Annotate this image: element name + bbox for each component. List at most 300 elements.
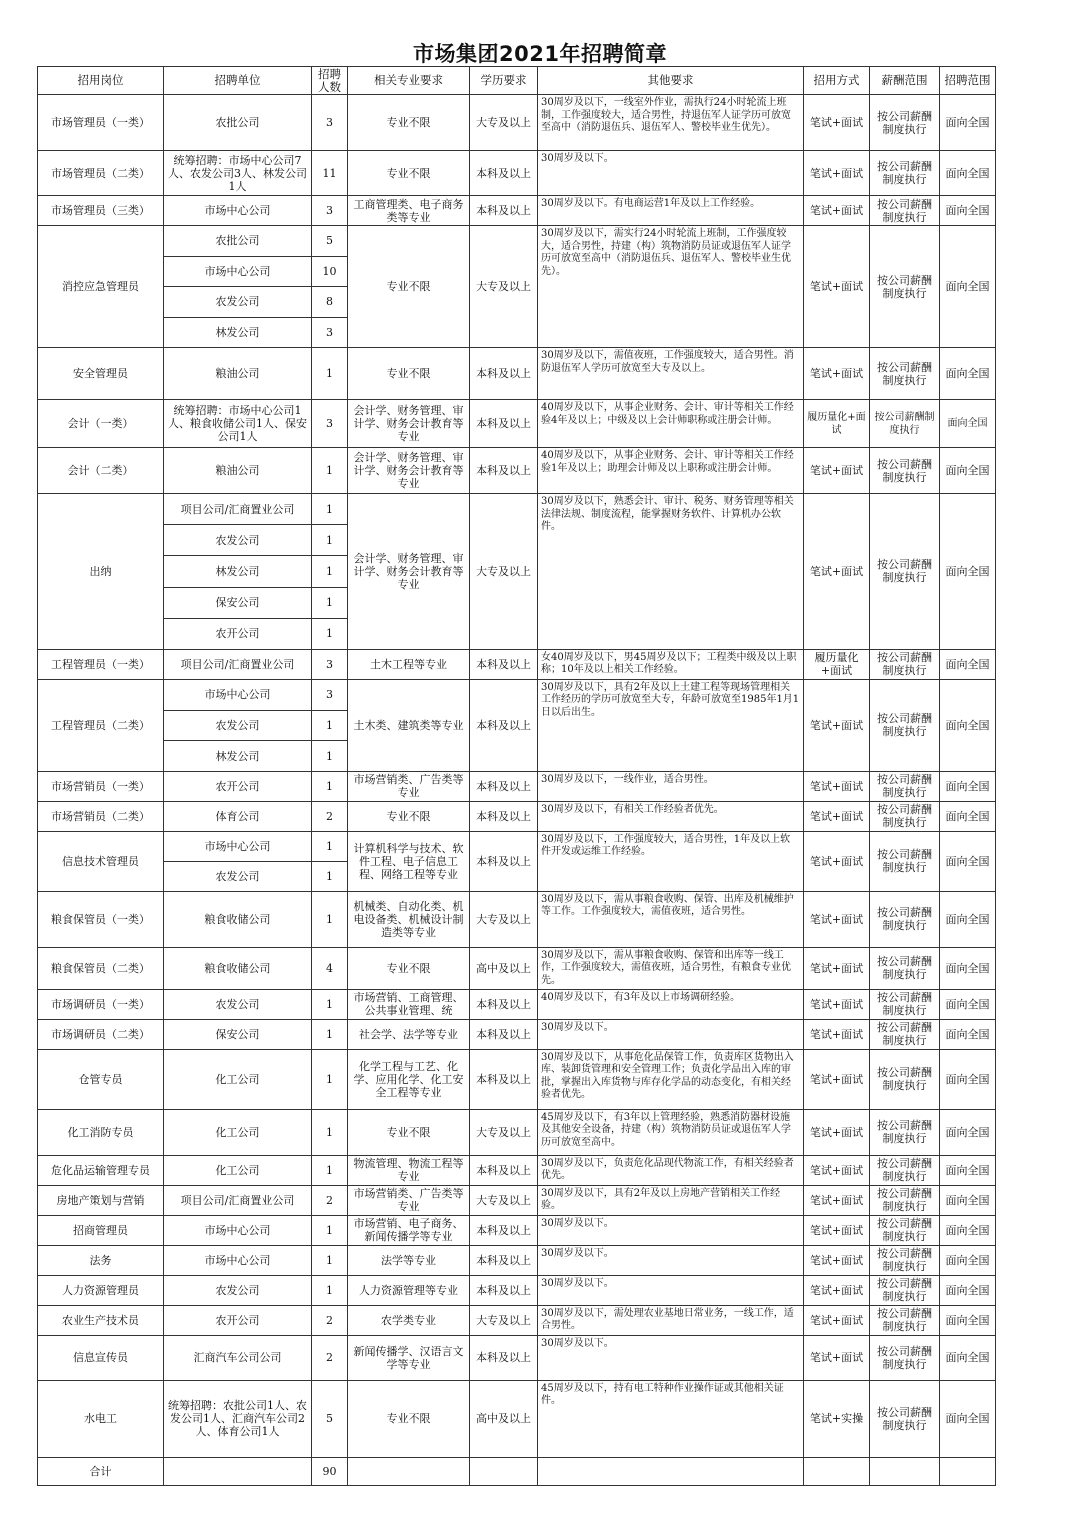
count-cell: 3	[312, 95, 348, 151]
count-cell: 2	[312, 1185, 348, 1215]
major-cell: 农学类专业	[348, 1305, 470, 1335]
page-title: 市场集团2021年招聘简章	[413, 42, 667, 66]
count-cell: 1	[312, 861, 348, 891]
unit-cell: 粮食收储公司	[164, 947, 312, 989]
scope-cell: 面向全国	[940, 448, 996, 494]
post-cell: 工程管理员（二类）	[38, 679, 164, 771]
major-cell: 会计学、财务管理、审计学、财务会计教育等专业	[348, 448, 470, 494]
other-requirements-cell: 30周岁及以下，一线作业，适合男性。	[538, 771, 804, 801]
other-requirements-cell: 女40周岁及以下，男45周岁及以下；工程类中级及以上职称；10年及以上相关工作经验。	[538, 649, 804, 679]
salary-cell: 按公司薪酬制度执行	[870, 831, 940, 891]
unit-cell: 市场中心公司	[164, 196, 312, 226]
salary-cell: 按公司薪酬制度执行	[870, 95, 940, 151]
method-cell: 笔试+面试	[804, 771, 870, 801]
salary-cell: 按公司薪酬制度执行	[870, 1215, 940, 1245]
post-cell: 安全管理员	[38, 348, 164, 400]
unit-cell: 农批公司	[164, 226, 312, 257]
other-requirements-cell: 30周岁及以下。	[538, 1245, 804, 1275]
scope-cell: 面向全国	[940, 679, 996, 771]
count-cell: 1	[312, 494, 348, 525]
unit-cell: 粮油公司	[164, 348, 312, 400]
scope-cell: 面向全国	[940, 1049, 996, 1109]
scope-cell: 面向全国	[940, 1155, 996, 1185]
scope-cell: 面向全国	[940, 494, 996, 650]
scope-cell: 面向全国	[940, 649, 996, 679]
education-cell: 大专及以上	[470, 891, 538, 947]
post-cell: 仓管专员	[38, 1049, 164, 1109]
count-cell: 3	[312, 196, 348, 226]
count-cell: 5	[312, 1380, 348, 1457]
table-row	[38, 831, 996, 861]
unit-cell: 化工公司	[164, 1049, 312, 1109]
education-cell: 本科及以上	[470, 151, 538, 196]
unit-cell: 林发公司	[164, 556, 312, 587]
scope-cell: 面向全国	[940, 1019, 996, 1049]
table-row	[38, 1049, 996, 1109]
count-cell: 1	[312, 618, 348, 649]
other-requirements-cell: 30周岁及以下，需处理农业基地日常业务，一线工作，适合男性。	[538, 1305, 804, 1335]
post-cell: 农业生产技术员	[38, 1305, 164, 1335]
method-cell: 笔试+面试	[804, 1185, 870, 1215]
table-row	[38, 947, 996, 989]
unit-cell: 农批公司	[164, 95, 312, 151]
other-requirements-cell: 30周岁及以下。	[538, 1215, 804, 1245]
table-row	[38, 95, 996, 151]
header-major: 相关专业要求	[348, 67, 470, 95]
unit-cell: 农发公司	[164, 989, 312, 1019]
unit-cell: 农开公司	[164, 618, 312, 649]
method-cell: 笔试+面试	[804, 1305, 870, 1335]
method-cell: 笔试+面试	[804, 831, 870, 891]
count-cell: 4	[312, 947, 348, 989]
table-row	[38, 1185, 996, 1215]
unit-cell: 体育公司	[164, 801, 312, 831]
method-cell: 笔试+面试	[804, 348, 870, 400]
post-cell: 出纳	[38, 494, 164, 650]
method-cell: 笔试+面试	[804, 226, 870, 348]
method-cell: 笔试+实操	[804, 1380, 870, 1457]
salary-cell: 按公司薪酬制度执行	[870, 1109, 940, 1155]
education-cell: 大专及以上	[470, 95, 538, 151]
major-cell: 专业不限	[348, 95, 470, 151]
total-label: 合计	[38, 1457, 164, 1485]
education-cell: 本科及以上	[470, 831, 538, 891]
count-cell: 1	[312, 448, 348, 494]
count-cell: 1	[312, 348, 348, 400]
post-cell: 市场营销员（二类）	[38, 801, 164, 831]
unit-cell: 农发公司	[164, 861, 312, 891]
major-cell: 物流管理、物流工程等专业	[348, 1155, 470, 1185]
method-cell: 笔试+面试	[804, 989, 870, 1019]
other-requirements-cell: 30周岁及以下，熟悉会计、审计、税务、财务管理等相关法律法规、制度流程，能掌握财务软件、计算机办公软件。	[538, 494, 804, 650]
table-row	[38, 1155, 996, 1185]
education-cell: 本科及以上	[470, 1155, 538, 1185]
post-cell: 危化品运输管理专员	[38, 1155, 164, 1185]
education-cell: 本科及以上	[470, 649, 538, 679]
count-cell: 5	[312, 226, 348, 257]
other-requirements-cell: 30周岁及以下，从事危化品保管工作，负责库区货物出入库、装卸货管理和安全管理工作；负责化学品出入库的审批，掌握出入库货物与库存化学品的动态变化，有相关经验者优先。	[538, 1049, 804, 1109]
salary-cell: 按公司薪酬制度执行	[870, 1275, 940, 1305]
major-cell: 专业不限	[348, 226, 470, 348]
other-requirements-cell: 30周岁及以下，负责危化品现代物流工作，有相关经验者优先。	[538, 1155, 804, 1185]
major-cell: 专业不限	[348, 151, 470, 196]
unit-cell: 保安公司	[164, 587, 312, 618]
total-empty	[870, 1457, 940, 1485]
header-post: 招用岗位	[38, 67, 164, 95]
table-row	[38, 151, 996, 196]
unit-cell: 市场中心公司	[164, 1245, 312, 1275]
count-cell: 2	[312, 1305, 348, 1335]
post-cell: 会计（二类）	[38, 448, 164, 494]
unit-cell: 统筹招聘：市场中心公司7人、农发公司3人、林发公司1人	[164, 151, 312, 196]
salary-cell: 按公司薪酬制度执行	[870, 196, 940, 226]
method-cell: 笔试+面试	[804, 679, 870, 771]
other-requirements-cell: 40周岁及以下，从事企业财务、会计、审计等相关工作经验1年及以上；助理会计师及以上职称或注册会计师。	[538, 448, 804, 494]
count-cell: 3	[312, 317, 348, 348]
post-cell: 市场管理员（二类）	[38, 151, 164, 196]
unit-cell: 市场中心公司	[164, 679, 312, 710]
major-cell: 人力资源管理等专业	[348, 1275, 470, 1305]
education-cell: 本科及以上	[470, 448, 538, 494]
method-cell: 笔试+面试	[804, 947, 870, 989]
post-cell: 人力资源管理员	[38, 1275, 164, 1305]
education-cell: 大专及以上	[470, 226, 538, 348]
total-row	[38, 1457, 996, 1485]
major-cell: 市场营销类、广告类等专业	[348, 771, 470, 801]
other-requirements-cell: 30周岁及以下。	[538, 151, 804, 196]
table-row	[38, 348, 996, 400]
unit-cell: 项目公司/汇商置业公司	[164, 1185, 312, 1215]
table-row	[38, 1245, 996, 1275]
header-method: 招用方式	[804, 67, 870, 95]
header-row	[38, 67, 996, 95]
unit-cell: 化工公司	[164, 1109, 312, 1155]
other-requirements-cell: 30周岁及以下。有电商运营1年及以上工作经验。	[538, 196, 804, 226]
count-cell: 1	[312, 1155, 348, 1185]
count-cell: 8	[312, 287, 348, 318]
unit-cell: 汇商汽车公司公司	[164, 1335, 312, 1380]
unit-cell: 市场中心公司	[164, 1215, 312, 1245]
major-cell: 专业不限	[348, 947, 470, 989]
method-cell: 笔试+面试	[804, 801, 870, 831]
other-requirements-cell: 40周岁及以下，从事企业财务、会计、审计等相关工作经验4年及以上；中级及以上会计师职称或注册会计师。	[538, 400, 804, 448]
major-cell: 新闻传播学、汉语言文学等专业	[348, 1335, 470, 1380]
count-cell: 1	[312, 771, 348, 801]
education-cell: 大专及以上	[470, 1305, 538, 1335]
unit-cell: 项目公司/汇商置业公司	[164, 649, 312, 679]
other-requirements-cell: 45周岁及以下，有3年以上管理经验，熟悉消防器材设施及其他安全设备，持建（构）筑物消防员证或退伍军人学历可放宽至高中。	[538, 1109, 804, 1155]
scope-cell: 面向全国	[940, 1335, 996, 1380]
education-cell: 本科及以上	[470, 1049, 538, 1109]
count-cell: 1	[312, 741, 348, 772]
unit-cell: 市场中心公司	[164, 256, 312, 287]
table-row	[38, 1215, 996, 1245]
major-cell: 土木类、建筑类等专业	[348, 679, 470, 771]
scope-cell: 面向全国	[940, 1275, 996, 1305]
count-cell: 11	[312, 151, 348, 196]
scope-cell: 面向全国	[940, 1185, 996, 1215]
education-cell: 本科及以上	[470, 1275, 538, 1305]
other-requirements-cell: 30周岁及以下，具有2年及以上房地产营销相关工作经验。	[538, 1185, 804, 1215]
method-cell: 笔试+面试	[804, 1275, 870, 1305]
unit-cell: 化工公司	[164, 1155, 312, 1185]
unit-cell: 保安公司	[164, 1019, 312, 1049]
unit-cell: 林发公司	[164, 317, 312, 348]
post-cell: 消控应急管理员	[38, 226, 164, 348]
table-row	[38, 679, 996, 710]
education-cell: 大专及以上	[470, 494, 538, 650]
salary-cell: 按公司薪酬制度执行	[870, 1019, 940, 1049]
scope-cell: 面向全国	[940, 947, 996, 989]
education-cell: 本科及以上	[470, 1215, 538, 1245]
count-cell: 1	[312, 989, 348, 1019]
salary-cell: 按公司薪酬制度执行	[870, 989, 940, 1019]
education-cell: 本科及以上	[470, 1335, 538, 1380]
scope-cell: 面向全国	[940, 151, 996, 196]
unit-cell: 林发公司	[164, 741, 312, 772]
scope-cell: 面向全国	[940, 226, 996, 348]
table-row	[38, 1380, 996, 1457]
method-cell: 笔试+面试	[804, 1155, 870, 1185]
count-cell: 1	[312, 710, 348, 741]
salary-cell: 按公司薪酬制度执行	[870, 151, 940, 196]
scope-cell: 面向全国	[940, 891, 996, 947]
education-cell: 本科及以上	[470, 989, 538, 1019]
count-cell: 1	[312, 587, 348, 618]
table-row	[38, 1275, 996, 1305]
count-cell: 1	[312, 831, 348, 861]
recruitment-table	[37, 66, 996, 1486]
unit-cell: 市场中心公司	[164, 831, 312, 861]
scope-cell: 面向全国	[940, 771, 996, 801]
salary-cell: 按公司薪酬制度执行	[870, 1155, 940, 1185]
education-cell: 本科及以上	[470, 801, 538, 831]
major-cell: 社会学、法学等专业	[348, 1019, 470, 1049]
education-cell: 本科及以上	[470, 679, 538, 771]
salary-cell: 按公司薪酬制度执行	[870, 771, 940, 801]
salary-cell: 按公司薪酬制度执行	[870, 494, 940, 650]
table-row	[38, 801, 996, 831]
education-cell: 本科及以上	[470, 1019, 538, 1049]
post-cell: 法务	[38, 1245, 164, 1275]
other-requirements-cell: 30周岁及以下，需从事粮食收购、保管和出库等一线工作，工作强度较大，需值夜班，适合男性，有粮食专业优先。	[538, 947, 804, 989]
header-count: 招聘人数	[312, 67, 348, 95]
method-cell: 笔试+面试	[804, 1335, 870, 1380]
unit-cell: 农开公司	[164, 771, 312, 801]
table-row	[38, 1109, 996, 1155]
unit-cell: 项目公司/汇商置业公司	[164, 494, 312, 525]
major-cell: 专业不限	[348, 1109, 470, 1155]
total-empty	[470, 1457, 538, 1485]
post-cell: 水电工	[38, 1380, 164, 1457]
count-cell: 1	[312, 1275, 348, 1305]
header-unit: 招聘单位	[164, 67, 312, 95]
other-requirements-cell: 40周岁及以下，有3年及以上市场调研经验。	[538, 989, 804, 1019]
salary-cell: 按公司薪酬制度执行	[870, 1335, 940, 1380]
method-cell: 笔试+面试	[804, 891, 870, 947]
major-cell: 市场营销、电子商务、新闻传播学等专业	[348, 1215, 470, 1245]
table-row	[38, 1305, 996, 1335]
salary-cell: 按公司薪酬制度执行	[870, 400, 940, 448]
count-cell: 10	[312, 256, 348, 287]
total-empty	[348, 1457, 470, 1485]
education-cell: 高中及以上	[470, 947, 538, 989]
unit-cell: 粮食收储公司	[164, 891, 312, 947]
major-cell: 专业不限	[348, 348, 470, 400]
other-requirements-cell: 30周岁及以下，有相关工作经验者优先。	[538, 801, 804, 831]
method-cell: 笔试+面试	[804, 1109, 870, 1155]
post-cell: 化工消防专员	[38, 1109, 164, 1155]
unit-cell: 农开公司	[164, 1305, 312, 1335]
total-count: 90	[312, 1457, 348, 1485]
unit-cell: 统筹招聘：农批公司1人、农发公司1人、汇商汽车公司2人、体育公司1人	[164, 1380, 312, 1457]
scope-cell: 面向全国	[940, 1215, 996, 1245]
header-education: 学历要求	[470, 67, 538, 95]
method-cell: 笔试+面试	[804, 95, 870, 151]
education-cell: 大专及以上	[470, 1109, 538, 1155]
salary-cell: 按公司薪酬制度执行	[870, 679, 940, 771]
salary-cell: 按公司薪酬制度执行	[870, 891, 940, 947]
method-cell: 笔试+面试	[804, 494, 870, 650]
count-cell: 1	[312, 1245, 348, 1275]
scope-cell: 面向全国	[940, 95, 996, 151]
method-cell: 笔试+面试	[804, 1049, 870, 1109]
salary-cell: 按公司薪酬制度执行	[870, 947, 940, 989]
total-empty	[538, 1457, 804, 1485]
education-cell: 本科及以上	[470, 196, 538, 226]
post-cell: 粮食保管员（一类）	[38, 891, 164, 947]
scope-cell: 面向全国	[940, 348, 996, 400]
count-cell: 2	[312, 1335, 348, 1380]
other-requirements-cell: 45周岁及以下，持有电工特种作业操作证或其他相关证件。	[538, 1380, 804, 1457]
post-cell: 信息宣传员	[38, 1335, 164, 1380]
scope-cell: 面向全国	[940, 196, 996, 226]
other-requirements-cell: 30周岁及以下，需值夜班，工作强度较大，适合男性。消防退伍军人学历可放宽至大专及以上。	[538, 348, 804, 400]
major-cell: 会计学、财务管理、审计学、财务会计教育等专业	[348, 494, 470, 650]
salary-cell: 按公司薪酬制度执行	[870, 1185, 940, 1215]
unit-cell: 统筹招聘：市场中心公司1人、粮食收储公司1人、保安公司1人	[164, 400, 312, 448]
method-cell: 履历量化+面试	[804, 400, 870, 448]
header-scope: 招聘范围	[940, 67, 996, 95]
method-cell: 履历量化+面试	[804, 649, 870, 679]
salary-cell: 按公司薪酬制度执行	[870, 801, 940, 831]
post-cell: 工程管理员（一类）	[38, 649, 164, 679]
education-cell: 本科及以上	[470, 771, 538, 801]
other-requirements-cell: 30周岁及以下，需从事粮食收购、保管、出库及机械维护等工作。工作强度较大，需值夜班，适合男性。	[538, 891, 804, 947]
count-cell: 1	[312, 556, 348, 587]
major-cell: 专业不限	[348, 801, 470, 831]
major-cell: 工商管理类、电子商务类等专业	[348, 196, 470, 226]
post-cell: 市场管理员（一类）	[38, 95, 164, 151]
count-cell: 1	[312, 1049, 348, 1109]
other-requirements-cell: 30周岁及以下。	[538, 1335, 804, 1380]
post-cell: 市场调研员（二类）	[38, 1019, 164, 1049]
other-requirements-cell: 30周岁及以下，工作强度较大，适合男性，1年及以上软件开发或运维工作经验。	[538, 831, 804, 891]
scope-cell: 面向全国	[940, 801, 996, 831]
table-row	[38, 400, 996, 448]
unit-cell: 农发公司	[164, 710, 312, 741]
major-cell: 专业不限	[348, 1380, 470, 1457]
scope-cell: 面向全国	[940, 1245, 996, 1275]
scope-cell: 面向全国	[940, 1305, 996, 1335]
table-row	[38, 226, 996, 257]
other-requirements-cell: 30周岁及以下。	[538, 1275, 804, 1305]
header-other: 其他要求	[538, 67, 804, 95]
method-cell: 笔试+面试	[804, 1019, 870, 1049]
major-cell: 计算机科学与技术、软件工程、电子信息工程、网络工程等专业	[348, 831, 470, 891]
major-cell: 会计学、财务管理、审计学、财务会计教育等专业	[348, 400, 470, 448]
major-cell: 市场营销类、广告类等专业	[348, 1185, 470, 1215]
education-cell: 大专及以上	[470, 1185, 538, 1215]
scope-cell: 面向全国	[940, 1380, 996, 1457]
header-salary: 薪酬范围	[870, 67, 940, 95]
count-cell: 1	[312, 1109, 348, 1155]
count-cell: 3	[312, 400, 348, 448]
post-cell: 市场调研员（一类）	[38, 989, 164, 1019]
education-cell: 本科及以上	[470, 348, 538, 400]
unit-cell: 农发公司	[164, 1275, 312, 1305]
table-row	[38, 891, 996, 947]
scope-cell: 面向全国	[940, 989, 996, 1019]
post-cell: 粮食保管员（二类）	[38, 947, 164, 989]
education-cell: 本科及以上	[470, 400, 538, 448]
major-cell: 化学工程与工艺、化学、应用化学、化工安全工程等专业	[348, 1049, 470, 1109]
count-cell: 3	[312, 649, 348, 679]
table-row	[38, 989, 996, 1019]
major-cell: 土木工程等专业	[348, 649, 470, 679]
post-cell: 信息技术管理员	[38, 831, 164, 891]
method-cell: 笔试+面试	[804, 196, 870, 226]
method-cell: 笔试+面试	[804, 448, 870, 494]
post-cell: 房地产策划与营销	[38, 1185, 164, 1215]
total-empty	[164, 1457, 312, 1485]
count-cell: 1	[312, 1215, 348, 1245]
salary-cell: 按公司薪酬制度执行	[870, 1380, 940, 1457]
other-requirements-cell: 30周岁及以下，需实行24小时轮流上班制，工作强度较大，适合男性，持建（构）筑物消防员证或退伍军人证学历可放宽至高中（消防退伍兵、退伍军人、警校毕业生优先）。	[538, 226, 804, 348]
major-cell: 法学等专业	[348, 1245, 470, 1275]
total-empty	[940, 1457, 996, 1485]
post-cell: 市场营销员（一类）	[38, 771, 164, 801]
table-row	[38, 196, 996, 226]
scope-cell: 面向全国	[940, 831, 996, 891]
table-row	[38, 1019, 996, 1049]
salary-cell: 按公司薪酬制度执行	[870, 348, 940, 400]
table-row	[38, 448, 996, 494]
major-cell: 市场营销、工商管理、公共事业管理、统	[348, 989, 470, 1019]
unit-cell: 粮油公司	[164, 448, 312, 494]
method-cell: 笔试+面试	[804, 1215, 870, 1245]
other-requirements-cell: 30周岁及以下，一线室外作业，需执行24小时轮流上班制，工作强度较大，适合男性，持退伍军人证学历可放宽至高中（消防退伍兵、退伍军人、警校毕业生优先）。	[538, 95, 804, 151]
other-requirements-cell: 30周岁及以下。	[538, 1019, 804, 1049]
count-cell: 1	[312, 891, 348, 947]
education-cell: 本科及以上	[470, 1245, 538, 1275]
post-cell: 市场管理员（三类）	[38, 196, 164, 226]
other-requirements-cell: 30周岁及以下，具有2年及以上土建工程等现场管理相关工作经历的学历可放宽至大专，年龄可放宽至1985年1月1日以后出生。	[538, 679, 804, 771]
education-cell: 高中及以上	[470, 1380, 538, 1457]
salary-cell: 按公司薪酬制度执行	[870, 448, 940, 494]
post-cell: 会计（一类）	[38, 400, 164, 448]
salary-cell: 按公司薪酬制度执行	[870, 226, 940, 348]
salary-cell: 按公司薪酬制度执行	[870, 1305, 940, 1335]
table-row	[38, 771, 996, 801]
count-cell: 1	[312, 525, 348, 556]
major-cell: 机械类、自动化类、机电设备类、机械设计制造类等专业	[348, 891, 470, 947]
total-empty	[804, 1457, 870, 1485]
salary-cell: 按公司薪酬制度执行	[870, 1245, 940, 1275]
table-row	[38, 1335, 996, 1380]
post-cell: 招商管理员	[38, 1215, 164, 1245]
count-cell: 2	[312, 801, 348, 831]
